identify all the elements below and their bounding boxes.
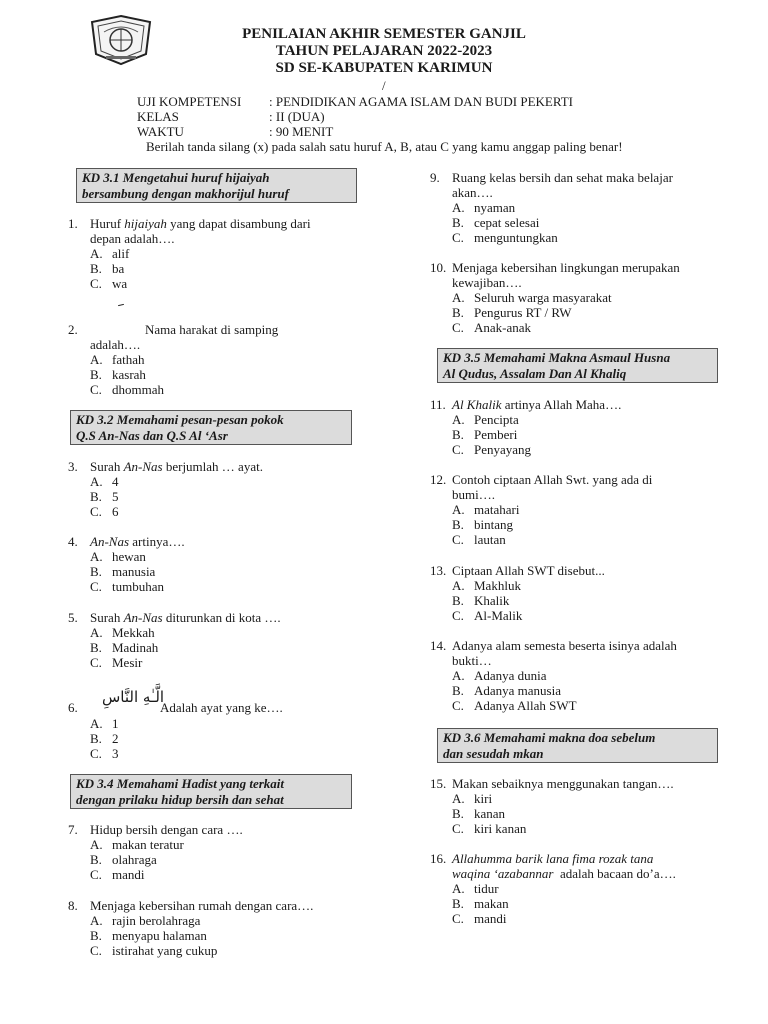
option-a: 4 — [112, 474, 119, 489]
option-c: Adanya Allah SWT — [474, 698, 577, 713]
question-text: Contoh ciptaan Allah Swt. yang ada di — [452, 472, 653, 487]
option-letter: C. — [452, 320, 464, 335]
option-c: menguntungkan — [474, 230, 558, 245]
option-letter: B. — [90, 852, 102, 867]
question-7 — [68, 822, 368, 882]
option-letter: A. — [90, 549, 103, 564]
option-c: Penyayang — [474, 442, 532, 457]
question-number: 14. — [430, 638, 447, 653]
option-c: Anak-anak — [474, 320, 532, 335]
option-b: Khalik — [474, 593, 510, 608]
option-b: Pengurus RT / RW — [474, 305, 572, 320]
question-italic: An-Nas — [123, 610, 163, 625]
meta-key: WAKTU — [137, 124, 184, 139]
option-letter: A. — [90, 625, 103, 640]
question-number: 6. — [68, 700, 78, 715]
meta-key: UJI KOMPETENSI — [137, 94, 242, 109]
question-italic: waqina ‘azabannar — [452, 866, 554, 881]
option-letter: C. — [90, 655, 102, 670]
question-number: 15. — [430, 776, 447, 791]
question-text: bumi…. — [452, 487, 495, 502]
option-c: mandi — [112, 867, 145, 882]
exam-title: PENILAIAN AKHIR SEMESTER GANJIL — [242, 26, 526, 42]
option-letter: B. — [90, 564, 102, 579]
option-a: Seluruh warga masyarakat — [474, 290, 612, 305]
option-letter: A. — [90, 474, 103, 489]
option-a: tidur — [474, 881, 499, 896]
kd-line: KD 3.6 Memahami makna doa sebelum — [443, 730, 656, 745]
question-13 — [430, 563, 750, 623]
option-letter: B. — [452, 215, 464, 230]
meta-row — [137, 109, 573, 124]
option-letter: A. — [452, 578, 465, 593]
option-c: kiri kanan — [474, 821, 527, 836]
question-9 — [430, 170, 750, 245]
kd-3-1-box — [76, 168, 357, 203]
option-b: Adanya manusia — [474, 683, 562, 698]
option-letter: B. — [90, 928, 102, 943]
kd-3-6-box — [437, 728, 718, 763]
question-4 — [68, 534, 368, 594]
question-text: Nama harakat di samping — [145, 322, 279, 337]
question-text: artinya…. — [129, 534, 185, 549]
option-b: olahraga — [112, 852, 157, 867]
option-letter: A. — [90, 716, 103, 731]
question-number: 2. — [68, 322, 78, 337]
question-text: depan adalah…. — [90, 231, 175, 246]
question-14 — [430, 638, 750, 713]
option-letter: C. — [90, 276, 102, 291]
question-text: diturunkan di kota …. — [162, 610, 281, 625]
option-b: kasrah — [112, 367, 146, 382]
question-number: 8. — [68, 898, 78, 913]
question-number: 12. — [430, 472, 447, 487]
option-b: manusia — [112, 564, 156, 579]
option-letter: C. — [452, 532, 464, 547]
question-text: Adanya alam semesta beserta isinya adalah — [452, 638, 677, 653]
question-italic: hijaiyah — [124, 216, 167, 231]
question-number: 1. — [68, 216, 78, 231]
option-c: Mesir — [112, 655, 143, 670]
option-letter: B. — [452, 427, 464, 442]
option-a: Pencipta — [474, 412, 519, 427]
option-c: wa — [112, 276, 128, 291]
question-number: 5. — [68, 610, 78, 625]
option-b: makan — [474, 896, 509, 911]
option-a: 1 — [112, 716, 119, 731]
question-number: 7. — [68, 822, 78, 837]
option-letter: A. — [452, 290, 465, 305]
option-a: Mekkah — [112, 625, 155, 640]
question-number: 4. — [68, 534, 78, 549]
option-b: kanan — [474, 806, 506, 821]
option-letter: A. — [90, 913, 103, 928]
option-c: dhommah — [112, 382, 164, 397]
option-letter: A. — [452, 412, 465, 427]
question-5 — [68, 610, 368, 670]
option-letter: A. — [90, 837, 103, 852]
arabic-verse: الَّـٰهِ النَّاسِ — [102, 688, 165, 706]
question-text: Ciptaan Allah SWT disebut... — [452, 563, 605, 578]
question-11 — [430, 397, 750, 457]
option-letter: C. — [90, 382, 102, 397]
option-b: cepat selesai — [474, 215, 540, 230]
option-letter: B. — [452, 305, 464, 320]
option-letter: A. — [452, 200, 465, 215]
question-text: Surah — [90, 459, 124, 474]
question-text: berjumlah … ayat. — [162, 459, 263, 474]
kd-line: KD 3.5 Memahami Makna Asmaul Husna — [443, 350, 671, 365]
option-letter: B. — [452, 593, 464, 608]
option-letter: A. — [452, 881, 465, 896]
option-c: lautan — [474, 532, 506, 547]
option-b: 2 — [112, 731, 119, 746]
question-text: Huruf — [90, 216, 125, 231]
question-text: kewajiban…. — [452, 275, 522, 290]
meta-value: : 90 MENIT — [269, 124, 334, 139]
option-letter: A. — [452, 502, 465, 517]
kd-line: bersambung dengan makhorijul huruf — [82, 186, 289, 201]
slash-mark: / — [382, 78, 386, 93]
option-letter: C. — [90, 867, 102, 882]
question-text: bukti… — [452, 653, 492, 668]
option-letter: B. — [452, 896, 464, 911]
question-text: artinya Allah Maha…. — [501, 397, 622, 412]
question-text: Menjaga kebersihan lingkungan merupakan — [452, 260, 680, 275]
question-15 — [430, 776, 750, 836]
option-a: kiri — [474, 791, 493, 806]
option-letter: C. — [90, 943, 102, 958]
option-letter: C. — [452, 230, 464, 245]
option-b: Pemberi — [474, 427, 518, 442]
option-letter: B. — [90, 489, 102, 504]
question-6 — [68, 690, 368, 761]
question-text: Menjaga kebersihan rumah dengan cara…. — [90, 898, 314, 913]
question-italic: Al Khalik — [452, 397, 502, 412]
kd-line: KD 3.4 Memahami Hadist yang terkait — [76, 776, 285, 791]
question-3 — [68, 459, 368, 519]
question-16 — [430, 851, 750, 926]
kd-line: KD 3.1 Mengetahui huruf hijaiyah — [82, 170, 270, 185]
option-a: nyaman — [474, 200, 516, 215]
option-a: hewan — [112, 549, 146, 564]
kd-3-4-box — [70, 774, 352, 809]
option-c: 3 — [112, 746, 119, 761]
question-italic: An-Nas — [123, 459, 163, 474]
option-c: 6 — [112, 504, 119, 519]
option-c: istirahat yang cukup — [112, 943, 218, 958]
question-10 — [430, 260, 750, 335]
option-letter: B. — [90, 731, 102, 746]
kd-3-2-box — [70, 410, 352, 445]
option-letter: C. — [452, 442, 464, 457]
kd-line: Al Qudus, Assalam Dan Al Khaliq — [443, 366, 627, 381]
option-letter: B. — [90, 640, 102, 655]
question-text: Hidup bersih dengan cara …. — [90, 822, 243, 837]
option-letter: B. — [452, 683, 464, 698]
question-number: 11. — [430, 397, 446, 412]
academic-year: TAHUN PELAJARAN 2022-2023 — [275, 43, 493, 59]
option-letter: B. — [90, 261, 102, 276]
question-italic: An-Nas — [90, 534, 129, 549]
option-a: rajin berolahraga — [112, 913, 201, 928]
question-text: Adalah ayat yang ke…. — [160, 700, 283, 715]
option-a: alif — [112, 246, 130, 261]
option-b: 5 — [112, 489, 119, 504]
option-b: menyapu halaman — [112, 928, 207, 943]
option-a: matahari — [474, 502, 520, 517]
option-letter: C. — [452, 608, 464, 623]
meta-row — [137, 94, 573, 109]
option-letter: A. — [452, 791, 465, 806]
question-text: akan…. — [452, 185, 493, 200]
exam-meta — [137, 94, 573, 139]
option-letter: C. — [90, 746, 102, 761]
option-b: bintang — [474, 517, 513, 532]
option-letter: A. — [452, 668, 465, 683]
question-number: 16. — [430, 851, 447, 866]
option-a: fathah — [112, 352, 145, 367]
meta-key: KELAS — [137, 109, 179, 124]
kd-line: KD 3.2 Memahami pesan-pesan pokok — [76, 412, 284, 427]
option-c: Al-Malik — [474, 608, 523, 623]
option-letter: C. — [452, 911, 464, 926]
kd-3-5-box — [437, 348, 718, 383]
question-1 — [68, 216, 368, 291]
meta-row — [137, 124, 573, 139]
question-text: Surah — [90, 610, 124, 625]
option-letter: C. — [90, 579, 102, 594]
school-region: SD SE-KABUPATEN KARIMUN — [275, 60, 493, 76]
option-letter: A. — [90, 352, 103, 367]
question-8 — [68, 898, 388, 958]
option-b: Madinah — [112, 640, 159, 655]
option-c: mandi — [474, 911, 507, 926]
question-text: adalah…. — [90, 337, 141, 352]
option-letter: B. — [90, 367, 102, 382]
option-a: makan teratur — [112, 837, 184, 852]
question-text: Ruang kelas bersih dan sehat maka belajar — [452, 170, 673, 185]
question-12 — [430, 472, 750, 547]
meta-value: : PENDIDIKAN AGAMA ISLAM DAN BUDI PEKERTI — [269, 94, 573, 109]
option-a: Adanya dunia — [474, 668, 547, 683]
option-letter: C. — [452, 698, 464, 713]
kd-line: Q.S An-Nas dan Q.S Al ‘Asr — [76, 428, 228, 443]
question-number: 9. — [430, 170, 440, 185]
kd-line: dan sesudah mkan — [443, 746, 544, 761]
question-number: 3. — [68, 459, 78, 474]
question-italic: Allahumma barik lana fima rozak tana — [452, 851, 654, 866]
option-c: tumbuhan — [112, 579, 164, 594]
option-b: ba — [112, 261, 125, 276]
question-text: yang dapat disambung dari — [166, 216, 311, 231]
instruction: Berilah tanda silang (x) pada salah satu huruf A, B, atau C yang kamu anggap paling benar! — [146, 139, 623, 154]
option-letter: C. — [90, 504, 102, 519]
question-text: Makan sebaiknya menggunakan tangan…. — [452, 776, 674, 791]
option-letter: A. — [90, 246, 103, 261]
meta-value: : II (DUA) — [269, 109, 325, 124]
question-number: 10. — [430, 260, 447, 275]
question-2 — [68, 306, 368, 397]
option-a: Makhluk — [474, 578, 521, 593]
kd-line: dengan prilaku hidup bersih dan sehat — [76, 792, 284, 807]
question-number: 13. — [430, 563, 447, 578]
option-letter: B. — [452, 517, 464, 532]
option-letter: B. — [452, 806, 464, 821]
question-text: adalah bacaan do’a…. — [553, 866, 676, 881]
option-letter: C. — [452, 821, 464, 836]
